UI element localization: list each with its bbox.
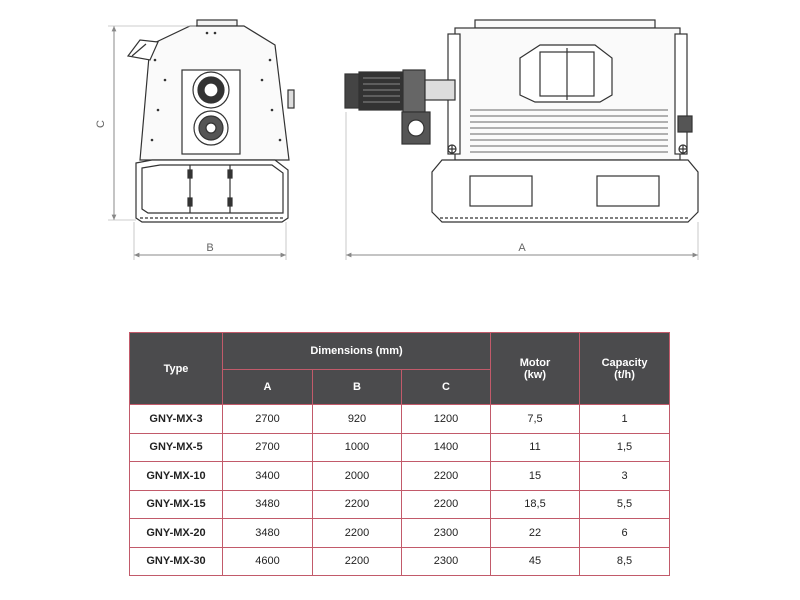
cell-motor: 18,5: [491, 490, 580, 519]
header-capacity: Capacity (t/h): [580, 333, 670, 405]
cell-type: GNY-MX-30: [130, 547, 223, 576]
cell-b: 2200: [313, 519, 402, 548]
cell-type: GNY-MX-10: [130, 462, 223, 491]
table-row: [130, 490, 670, 519]
cell-capacity: 1,5: [580, 433, 670, 462]
cell-c: 2200: [402, 462, 491, 491]
cell-c: 2200: [402, 490, 491, 519]
header-type: Type: [130, 333, 223, 405]
cell-c: 2300: [402, 519, 491, 548]
cell-type: GNY-MX-5: [130, 433, 223, 462]
cell-capacity: 3: [580, 462, 670, 491]
cell-motor: 22: [491, 519, 580, 548]
cell-b: 920: [313, 405, 402, 434]
cell-c: 1400: [402, 433, 491, 462]
cell-a: 3480: [223, 519, 313, 548]
table-row: [130, 547, 670, 576]
cell-motor: 7,5: [491, 405, 580, 434]
table-row: [130, 462, 670, 491]
cell-b: 2200: [313, 547, 402, 576]
table-row: [130, 433, 670, 462]
specifications-table: [129, 332, 670, 576]
cell-capacity: 1: [580, 405, 670, 434]
dimension-a-label: A: [518, 242, 526, 254]
cell-type: GNY-MX-15: [130, 490, 223, 519]
cell-a: 3400: [223, 462, 313, 491]
header-dimensions: Dimensions (mm): [223, 333, 491, 370]
table-row: [130, 405, 670, 434]
side-view: [345, 20, 698, 222]
cell-a: 4600: [223, 547, 313, 576]
header-motor: Motor (kw): [491, 333, 580, 405]
cell-a: 2700: [223, 405, 313, 434]
cell-type: GNY-MX-3: [130, 405, 223, 434]
front-view: [128, 20, 294, 222]
cell-b: 1000: [313, 433, 402, 462]
cell-c: 2300: [402, 547, 491, 576]
header-c: C: [402, 370, 491, 405]
cell-b: 2200: [313, 490, 402, 519]
cell-type: GNY-MX-20: [130, 519, 223, 548]
cell-c: 1200: [402, 405, 491, 434]
table-row: [130, 519, 670, 548]
cell-motor: 11: [491, 433, 580, 462]
cell-b: 2000: [313, 462, 402, 491]
cell-capacity: 6: [580, 519, 670, 548]
cell-motor: 15: [491, 462, 580, 491]
cell-capacity: 5,5: [580, 490, 670, 519]
dimension-c-label: C: [95, 120, 107, 128]
header-b: B: [313, 370, 402, 405]
cell-motor: 45: [491, 547, 580, 576]
cell-a: 3480: [223, 490, 313, 519]
dimension-b-label: B: [206, 242, 214, 254]
header-a: A: [223, 370, 313, 405]
cell-capacity: 8,5: [580, 547, 670, 576]
cell-a: 2700: [223, 433, 313, 462]
